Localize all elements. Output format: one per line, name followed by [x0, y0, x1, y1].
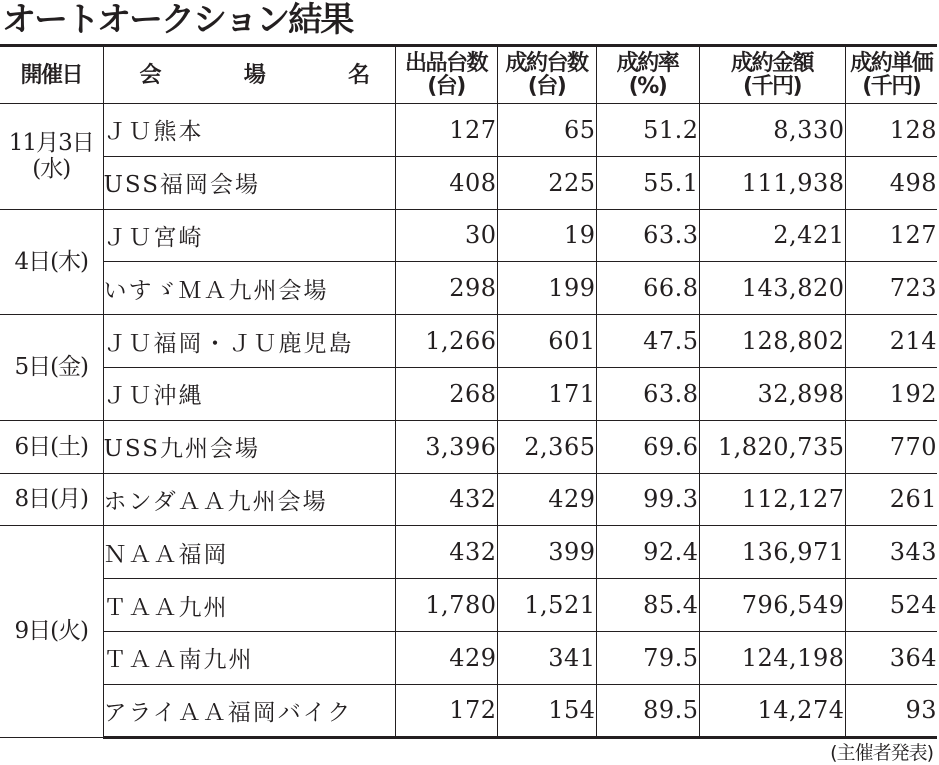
cell-venue: ＪＵ熊本: [103, 104, 395, 157]
header-venue: [103, 46, 395, 104]
cell-listed: 30: [395, 209, 497, 262]
table-row: [0, 579, 937, 632]
table-row: [0, 156, 937, 209]
cell-sold: 199: [497, 262, 596, 315]
header-listed: 出品台数 (台): [395, 46, 497, 104]
cell-rate: 79.5: [596, 631, 699, 684]
cell-rate: 63.3: [596, 209, 699, 262]
cell-amount: 2,421: [699, 209, 845, 262]
table-body: [0, 104, 937, 738]
cell-listed: 432: [395, 473, 497, 526]
cell-date: 11月3日 (水): [0, 104, 103, 210]
cell-listed: 3,396: [395, 420, 497, 473]
cell-venue: ＴＡＡ南九州: [103, 631, 395, 684]
cell-rate: 47.5: [596, 315, 699, 368]
cell-unit-price: 343: [845, 526, 937, 579]
cell-sold: 65: [497, 104, 596, 157]
table-row: [0, 526, 937, 579]
cell-unit-price: 128: [845, 104, 937, 157]
cell-amount: 124,198: [699, 631, 845, 684]
cell-rate: 51.2: [596, 104, 699, 157]
header-amount: 成約金額 (千円): [699, 46, 845, 104]
cell-rate: 89.5: [596, 684, 699, 737]
cell-venue: ＮＡＡ福岡: [103, 526, 395, 579]
cell-sold: 225: [497, 156, 596, 209]
header-row: [0, 46, 937, 104]
cell-unit-price: 127: [845, 209, 937, 262]
cell-unit-price: 261: [845, 473, 937, 526]
table-row: [0, 684, 937, 737]
header-rate: 成約率 (%): [596, 46, 699, 104]
cell-unit-price: 214: [845, 315, 937, 368]
cell-sold: 429: [497, 473, 596, 526]
cell-venue: ＪＵ福岡・ＪＵ鹿児島: [103, 315, 395, 368]
cell-sold: 399: [497, 526, 596, 579]
cell-listed: 1,266: [395, 315, 497, 368]
cell-amount: 128,802: [699, 315, 845, 368]
cell-amount: 8,330: [699, 104, 845, 157]
table-row: [0, 420, 937, 473]
cell-date: 9日(火): [0, 526, 103, 737]
cell-unit-price: 364: [845, 631, 937, 684]
auction-results-table: [0, 44, 937, 739]
cell-rate: 92.4: [596, 526, 699, 579]
cell-sold: 19: [497, 209, 596, 262]
table-row: [0, 315, 937, 368]
cell-unit-price: 770: [845, 420, 937, 473]
cell-venue: いすゞＭＡ九州会場: [103, 262, 395, 315]
cell-unit-price: 93: [845, 684, 937, 737]
cell-sold: 601: [497, 315, 596, 368]
cell-sold: 2,365: [497, 420, 596, 473]
cell-amount: 14,274: [699, 684, 845, 737]
table-row: [0, 104, 937, 157]
header-venue-char: 名: [347, 62, 369, 88]
cell-rate: 99.3: [596, 473, 699, 526]
cell-amount: 136,971: [699, 526, 845, 579]
source-note: (主催者発表): [830, 742, 933, 764]
header-sold: 成約台数 (台): [497, 46, 596, 104]
cell-unit-price: 192: [845, 367, 937, 420]
cell-rate: 55.1: [596, 156, 699, 209]
cell-venue: ＴＡＡ九州: [103, 579, 395, 632]
table-row: [0, 631, 937, 684]
cell-venue: ホンダＡＡ九州会場: [103, 473, 395, 526]
cell-amount: 112,127: [699, 473, 845, 526]
header-unit-price: 成約単価 (千円): [845, 46, 937, 104]
cell-unit-price: 498: [845, 156, 937, 209]
cell-amount: 143,820: [699, 262, 845, 315]
cell-venue: USS福岡会場: [103, 156, 395, 209]
table-row: [0, 209, 937, 262]
cell-date: 5日(金): [0, 315, 103, 421]
cell-rate: 69.6: [596, 420, 699, 473]
cell-venue: USS九州会場: [103, 420, 395, 473]
cell-listed: 429: [395, 631, 497, 684]
cell-date: 6日(土): [0, 420, 103, 473]
table-row: [0, 367, 937, 420]
cell-rate: 85.4: [596, 579, 699, 632]
cell-listed: 408: [395, 156, 497, 209]
cell-amount: 796,549: [699, 579, 845, 632]
cell-unit-price: 524: [845, 579, 937, 632]
header-venue-char: 場: [243, 62, 265, 88]
cell-venue: ＪＵ沖縄: [103, 367, 395, 420]
cell-listed: 1,780: [395, 579, 497, 632]
cell-amount: 1,820,735: [699, 420, 845, 473]
table-row: [0, 473, 937, 526]
cell-listed: 432: [395, 526, 497, 579]
cell-sold: 341: [497, 631, 596, 684]
cell-sold: 154: [497, 684, 596, 737]
page-title: オートオークション結果: [2, 0, 353, 40]
cell-amount: 111,938: [699, 156, 845, 209]
cell-venue: ＪＵ宮崎: [103, 209, 395, 262]
cell-venue: アライＡＡ福岡バイク: [103, 684, 395, 737]
header-date: 開催日: [0, 46, 103, 104]
cell-amount: 32,898: [699, 367, 845, 420]
cell-rate: 63.8: [596, 367, 699, 420]
cell-date: 8日(月): [0, 473, 103, 526]
cell-listed: 268: [395, 367, 497, 420]
cell-listed: 172: [395, 684, 497, 737]
table-row: [0, 262, 937, 315]
cell-unit-price: 723: [845, 262, 937, 315]
cell-sold: 1,521: [497, 579, 596, 632]
cell-sold: 171: [497, 367, 596, 420]
cell-listed: 298: [395, 262, 497, 315]
cell-listed: 127: [395, 104, 497, 157]
header-venue-char: 会: [139, 62, 161, 88]
cell-date: 4日(木): [0, 209, 103, 315]
cell-rate: 66.8: [596, 262, 699, 315]
